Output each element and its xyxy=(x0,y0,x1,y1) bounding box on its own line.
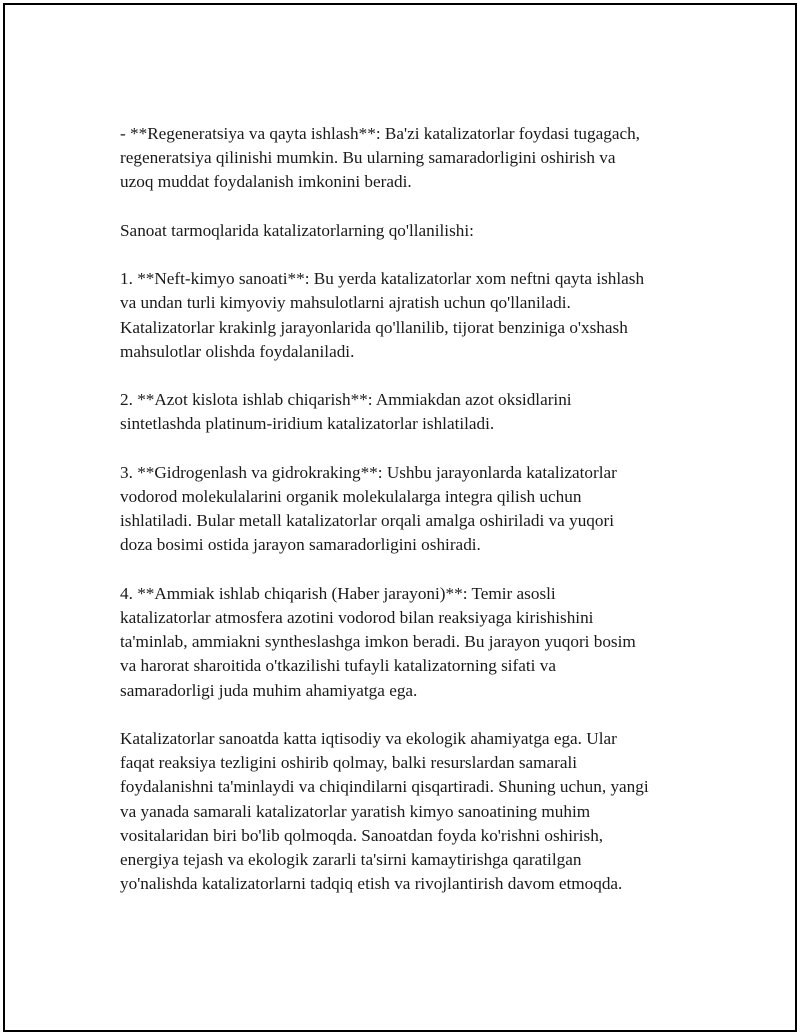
paragraph-ammonia xyxy=(120,582,710,703)
paragraph-regeneration xyxy=(120,122,710,195)
text-line: 2. **Azot kislota ishlab chiqarish**: Ammiakdan azot oksidlarini xyxy=(120,390,572,410)
text-line: Katalizatorlar sanoatda katta iqtisodiy va ekologik ahamiyatga ega. Ular xyxy=(120,728,617,748)
text-line: yo'nalishda katalizatorlarni tadqiq etish va rivojlantirish davom etmoqda. xyxy=(120,874,623,894)
paragraph-industry-heading xyxy=(120,219,710,243)
text-line: uzoq muddat foydalanish imkonini beradi. xyxy=(120,172,412,192)
text-line: vositalaridan biri bo'lib qolmoqda. Sanoatdan foyda ko'rishni oshirish, xyxy=(120,825,604,845)
text-line: Katalizatorlar krakinlg jarayonlarida qo'llanilib, tijorat benziniga o'xshash xyxy=(120,317,628,337)
text-line: va yanada samarali katalizatorlar yaratish kimyo sanoatining muhim xyxy=(120,801,591,821)
text-line: faqat reaksiya tezligini oshirib qolmay, balki resurslardan samarali xyxy=(120,753,578,773)
text-line: mahsulotlar olishda foydalaniladi. xyxy=(120,341,355,361)
text-line: vodorod molekulalarini organik molekulalarga integra qilish uchun xyxy=(120,486,582,506)
text-line: samaradorligi juda muhim ahamiyatga ega. xyxy=(120,680,418,700)
text-line: 4. **Ammiak ishlab chiqarish (Haber jarayoni)**: Temir asosli xyxy=(120,583,556,603)
text-line: ta'minlab, ammiakni syntheslashga imkon beradi. Bu jarayon yuqori bosim xyxy=(120,632,636,652)
text-line: sintetlashda platinum-iridium katalizatorlar ishlatiladi. xyxy=(120,414,495,434)
text-line: 1. **Neft-kimyo sanoati**: Bu yerda katalizatorlar xom neftni qayta ishlash xyxy=(120,269,645,289)
text-line: Sanoat tarmoqlarida katalizatorlarning qo'llanilishi: xyxy=(120,220,474,240)
text-line: 3. **Gidrogenlash va gidrokraking**: Ushbu jarayonlarda katalizatorlar xyxy=(120,462,617,482)
paragraph-nitric-acid xyxy=(120,388,710,436)
text-line: regeneratsiya qilinishi mumkin. Bu ularning samaradorligini oshirish va xyxy=(120,148,616,168)
paragraph-conclusion xyxy=(120,727,710,896)
text-line: va undan turli kimyoviy mahsulotlarni ajratish uchun qo'llaniladi. xyxy=(120,293,571,313)
document-page xyxy=(3,3,797,1032)
text-line: ishlatiladi. Bular metall katalizatorlar orqali amalga oshiriladi va yuqori xyxy=(120,511,614,531)
paragraph-petrochemical xyxy=(120,267,710,364)
text-line: foydalanishni ta'minlaydi va chiqindilarni qisqartiradi. Shuning uchun, yangi xyxy=(120,777,649,797)
text-line: energiya tejash va ekologik zararli ta'sirni kamaytirishga qaratilgan xyxy=(120,850,582,869)
text-line: doza bosimi ostida jarayon samaradorligini oshiradi. xyxy=(120,535,481,555)
text-line: - **Regeneratsiya va qayta ishlash**: Ba'zi katalizatorlar foydasi tugagach, xyxy=(120,124,640,143)
text-line: katalizatorlar atmosfera azotini vodorod bilan reaksiyaga kirishishini xyxy=(120,607,594,627)
paragraph-hydrogenation xyxy=(120,461,710,558)
text-line: va harorat sharoitida o'tkazilishi tufayli katalizatorning sifati va xyxy=(120,656,556,676)
document-body xyxy=(120,122,710,896)
